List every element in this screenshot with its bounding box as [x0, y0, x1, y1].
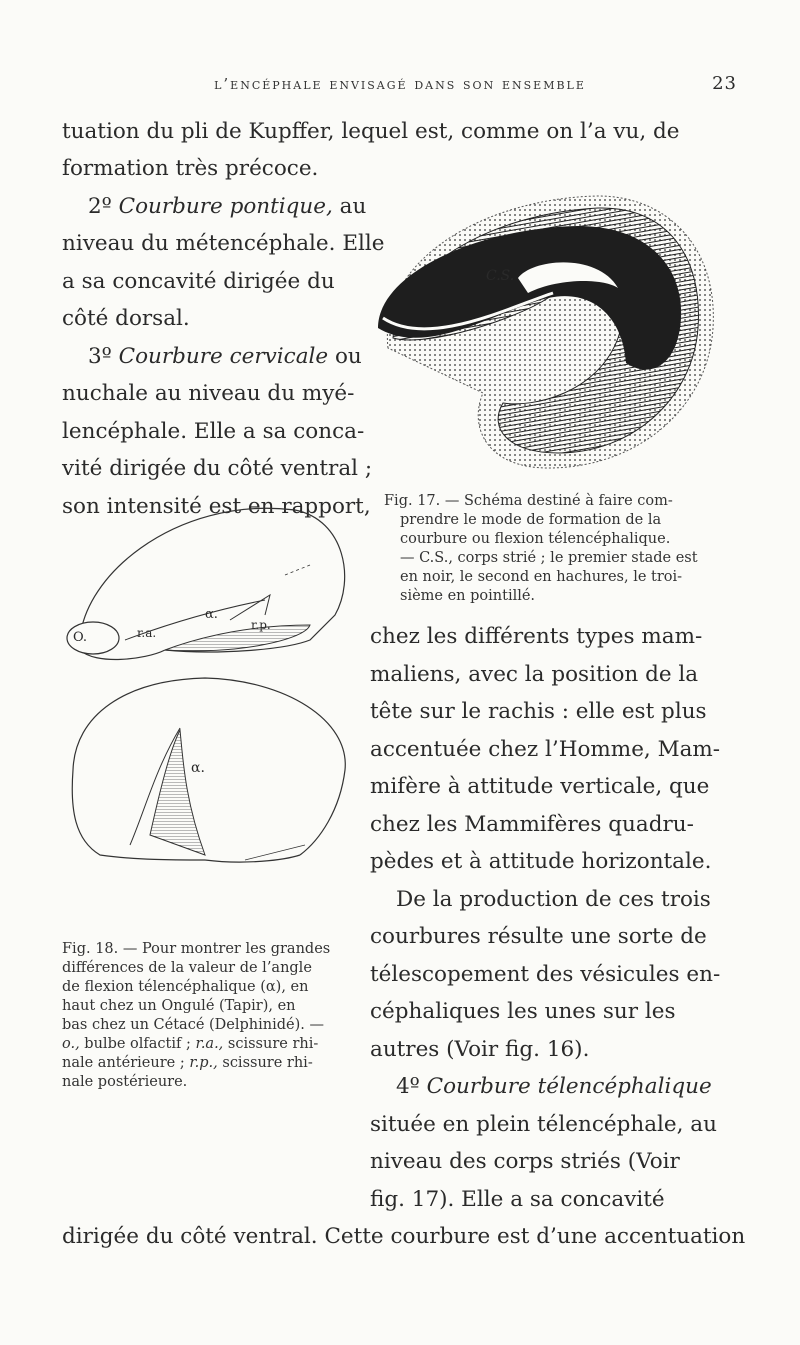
text-line: située en plein télencéphale, au [370, 1112, 717, 1137]
figure-18 [55, 500, 365, 920]
text-line: 4º Courbure télencéphalique [396, 1074, 712, 1099]
text-line: son intensité est en rapport, [62, 494, 371, 519]
figure-17-caption [384, 492, 698, 606]
caption-line: de flexion télencéphalique (α), en [62, 979, 309, 995]
caption-line: courbure ou flexion télencéphalique. [400, 531, 671, 547]
figure-18-label-rp: r.p. [251, 618, 271, 632]
text-line: accentuée chez l’Homme, Mam- [370, 737, 721, 762]
text-line: courbures résulte une sorte de [370, 924, 707, 949]
text-line: dirigée du côté ventral. Cette courbure est d’une accentuation [62, 1224, 746, 1249]
text-line: chez les différents types mam- [370, 624, 703, 649]
figure-18-caption [62, 940, 330, 1092]
figure-18-label-ra: r.a. [137, 626, 157, 640]
figure-17 [368, 178, 738, 483]
text-line: maliens, avec la position de la [370, 662, 699, 687]
text-line: formation très précoce. [62, 156, 319, 181]
text-line: lencéphale. Elle a sa conca- [62, 419, 365, 444]
text-line: niveau du métencéphale. Elle [62, 231, 385, 256]
text-line: chez les Mammifères quadru- [370, 812, 694, 837]
text-line: côté dorsal. [62, 306, 190, 331]
text-line: a sa concavité dirigée du [62, 269, 335, 294]
caption-line: nale postérieure. [62, 1074, 188, 1090]
caption-line: différences de la valeur de l’angle [62, 960, 312, 976]
text-line: 3º Courbure cervicale ou [88, 344, 362, 369]
caption-line: nale antérieure ; r.p., scissure rhi- [62, 1055, 313, 1071]
text-line: nuchale au niveau du myé- [62, 381, 355, 406]
figure-18-drawing [55, 500, 365, 920]
text-line: fig. 17). Elle a sa concavité [370, 1187, 665, 1212]
figure-18-label-alpha-top: α. [205, 607, 218, 622]
figure-18-label-alpha-bottom: α. [191, 760, 205, 776]
caption-line: en noir, le second en hachures, le troi- [400, 569, 683, 585]
text-line: tête sur le rachis : elle est plus [370, 699, 707, 724]
text-line: pèdes et à attitude horizontale. [370, 849, 712, 874]
text-line: autres (Voir fig. 16). [370, 1037, 590, 1062]
text-line: tuation du pli de Kupffer, lequel est, comme on l’a vu, de [62, 119, 680, 144]
text-line: niveau des corps striés (Voir [370, 1149, 680, 1174]
figure-18-label-o: O. [73, 630, 88, 645]
text-line: céphaliques les unes sur les [370, 999, 676, 1024]
running-header: l’encéphale envisagé dans son ensemble [214, 75, 586, 93]
caption-line: — C.S., corps strié ; le premier stade est [400, 550, 698, 566]
text-line: 2º Courbure pontique, au [88, 194, 367, 219]
caption-line: o., bulbe olfactif ; r.a., scissure rhi- [62, 1036, 319, 1052]
text-line: télescopement des vésicules en- [370, 962, 721, 987]
text-line: vité dirigée du côté ventral ; [62, 456, 373, 481]
figure-17-label-cs: C.S. [486, 268, 515, 284]
text-line: mifère à attitude verticale, que [370, 774, 710, 799]
caption-line: haut chez un Ongulé (Tapir), en [62, 998, 296, 1014]
caption-line: sième en pointillé. [400, 588, 536, 604]
caption-line: bas chez un Cétacé (Delphinidé). — [62, 1017, 324, 1033]
text-line: De la production de ces trois [396, 887, 711, 912]
caption-line: Fig. 18. — Pour montrer les grandes [62, 941, 331, 957]
page-number: 23 [712, 73, 737, 94]
caption-line: Fig. 17. — Schéma destiné à faire com- [384, 493, 673, 509]
figure-17-drawing [368, 178, 738, 483]
caption-line: prendre le mode de formation de la [400, 512, 662, 528]
